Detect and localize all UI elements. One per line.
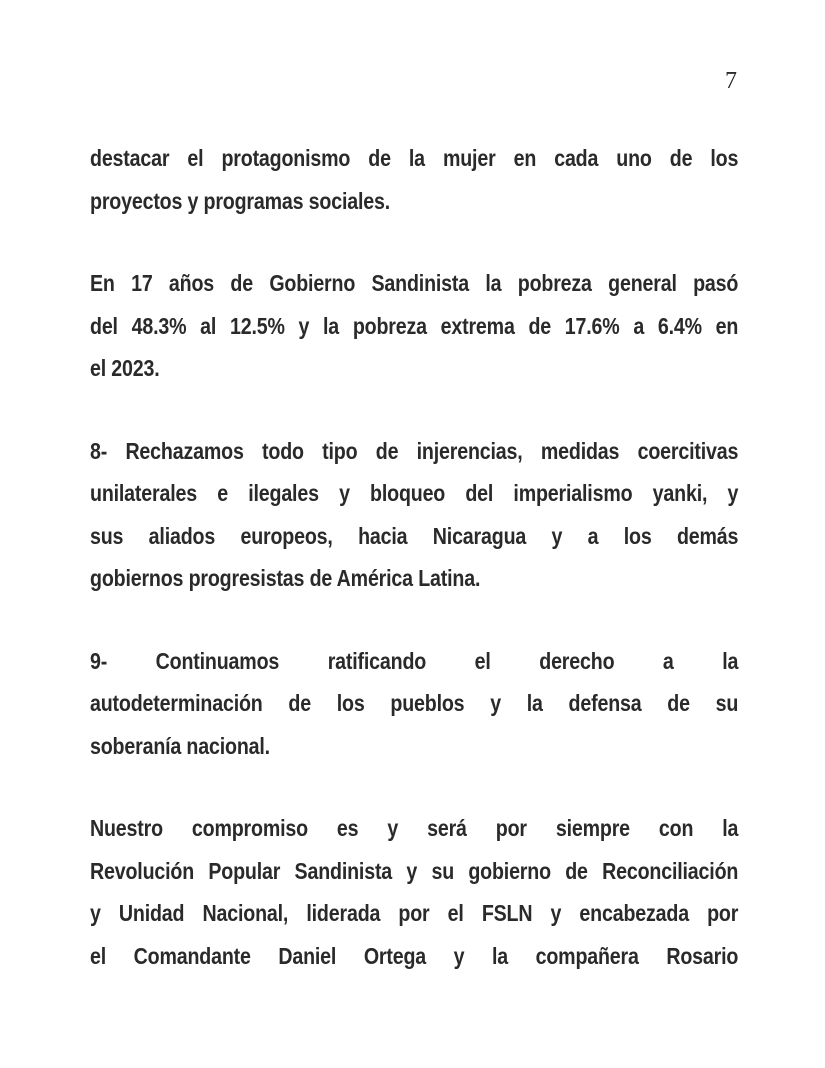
text-line: En 17 años de Gobierno Sandinista la pobreza general pasó <box>90 270 739 296</box>
page-content <box>90 137 738 977</box>
text-line: y Unidad Nacional, liderada por el FSLN y encabezada por <box>90 900 739 926</box>
text-line: el 2023. <box>90 355 160 381</box>
paragraph <box>90 640 738 768</box>
text-line: gobiernos progresistas de América Latina. <box>90 565 481 591</box>
paragraph <box>90 262 738 390</box>
text-line: destacar el protagonismo de la mujer en cada uno de los <box>90 145 739 171</box>
text-column <box>90 137 738 977</box>
text-line: del 48.3% al 12.5% y la pobreza extrema de 17.6% a 6.4% en <box>90 312 739 339</box>
text-line: unilaterales e ilegales y bloqueo del imperialismo yanki, y <box>90 480 739 506</box>
document-body <box>90 137 738 977</box>
paragraph <box>90 137 738 222</box>
text-line: Revolución Popular Sandinista y su gobierno de Reconciliación <box>90 857 739 884</box>
text-line: 9- Continuamos ratificando el derecho a la <box>90 647 739 674</box>
text-line: 8- Rechazamos todo tipo de injerencias, medidas coercitivas <box>90 437 739 464</box>
text-line: el Comandante Daniel Ortega y la compañera Rosario <box>90 942 739 969</box>
page-number: 7 <box>725 68 737 94</box>
paragraph <box>90 430 738 600</box>
text-line: autodeterminación de los pueblos y la defensa de su <box>90 690 739 716</box>
paragraph <box>90 807 738 977</box>
text-line: sus aliados europeos, hacia Nicaragua y a los demás <box>90 522 739 549</box>
text-line: Nuestro compromiso es y será por siempre con la <box>90 815 739 841</box>
text-line: soberanía nacional. <box>90 732 270 759</box>
text-line: proyectos y programas sociales. <box>90 187 391 214</box>
